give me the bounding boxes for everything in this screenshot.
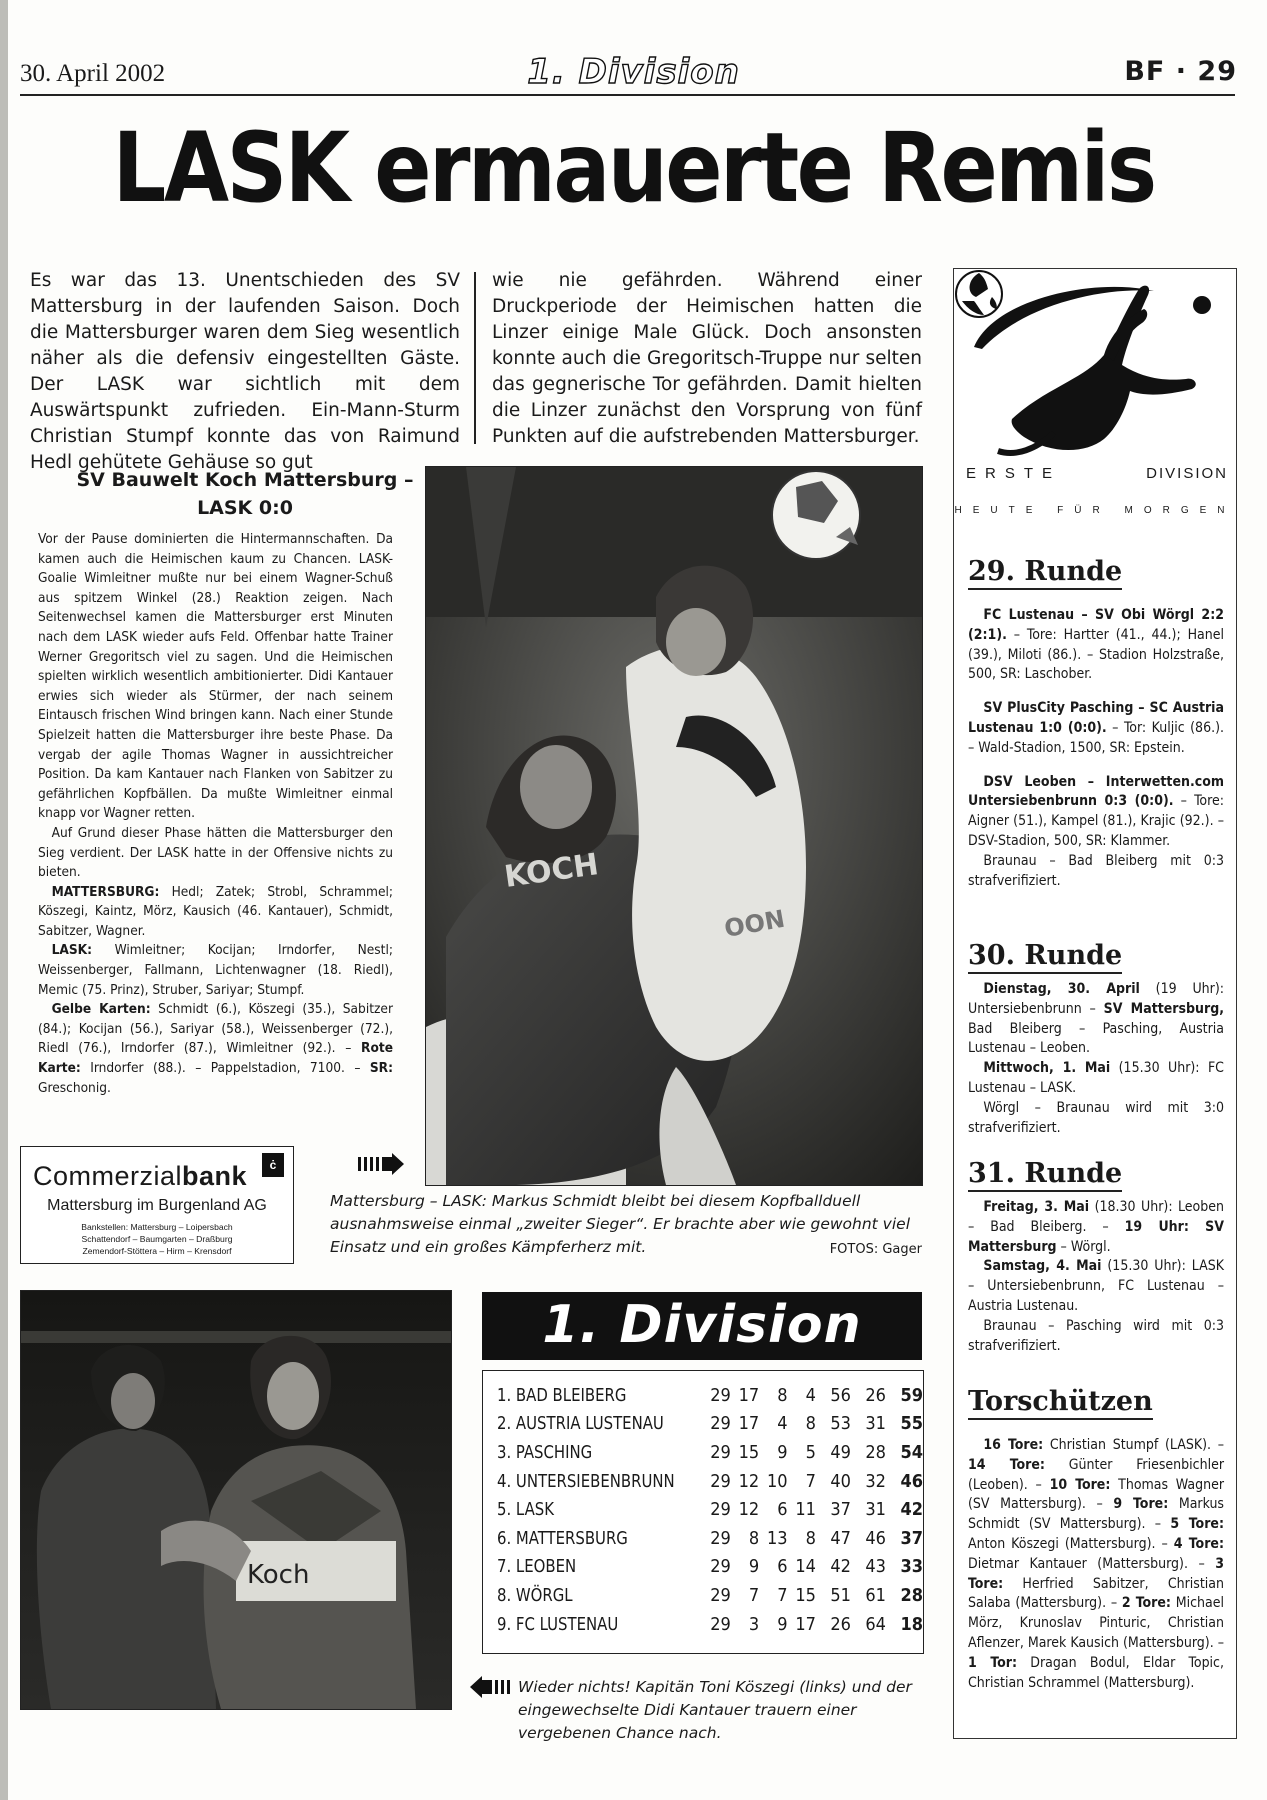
section-title: 1. Division [527,52,740,92]
erste-division-logo [953,268,1237,528]
table-cell-w: 12 [738,1499,760,1521]
result-item [968,773,1224,852]
table-row [497,1610,923,1639]
table-cell-l: 14 [795,1556,816,1578]
round-29 [968,556,1224,891]
match-title-line-2: LASK 0:0 [197,497,293,519]
table-cell-pts: 54 [900,1441,923,1463]
fixture-item [968,1257,1224,1316]
ad-bank-name-plain: Commerzial [33,1161,183,1191]
table-cell-ga: 28 [865,1441,886,1463]
fixture-item [968,980,1224,1059]
table-cell-d: 9 [777,1613,788,1635]
lead-column-1: Es war das 13. Unentschieden des SV Mattersburg in der laufenden Saison. Doch die Mattersburger waren dem Sieg wesentlich näher als die defensiv eingestellten Gäste. Der LASK war sichtlich mit dem Auswärtspunkt zufrieden. Ein-Mann-Sturm Christian Stumpf konnte das von Raimund Hedl gehütete Gehäuse so gut [30,270,460,473]
result-detail: – Tor: Kuljic (86.). – Wald-Stadion, 1500, SR: Epstein. [968,719,1224,756]
match-title-line-1: SV Bauwelt Koch Mattersburg – [76,469,414,491]
jersey-sponsor-text: Koch [247,1560,310,1590]
referee-label: SR: [369,1060,393,1077]
headline: LASK ermauerte Remis [112,112,1155,224]
red-card-label: Rote Karte: [38,1040,393,1077]
scorer-goals: 1 Tor: [968,1654,1018,1671]
table-cell-ga: 61 [865,1584,886,1606]
table-cell-gf: 49 [830,1441,851,1463]
table-cell-games: 29 [710,1556,731,1578]
table-cell-games: 29 [710,1470,731,1492]
report-paragraph: Vor der Pause dominierten die Hintermannschaften. Da kamen auch die Heimischen kaum zu Chancen. LASK-Goalie Wimleitner mußte nur bei einem Wagner-Schuß aus spitzem Winkel (28.) Reaktion zeigen. Nach Seitenwechsel kamen die Mattersburger erst Minuten nach dem LASK wieder aufs Feld. Offenbar hatte Trainer Werner Gregoritsch viel zu sagen. Und die Heimischen spielten wirklich wesentlich ambitionierter. Didi Kantauer erwies sich wieder als Stürmer, der nach seinem Eintausch frischen Wind bringen kann. Nach einer Stunde Spielzeit hatten die Mattersburger ihre beste Phase. Da vergab der agile Thomas Wagner in aussichtreicher Position. Da kam Kantauer nach Flanken von Sabitzer zu gefährlichen Kopfbällen. Da mußte Wimleitner einmal knapp vor Wagner retten. [38,531,393,822]
table-cell-d: 8 [777,1384,788,1406]
scorer-goals: 9 Tore: [1113,1496,1169,1513]
fixture-item: Braunau – Pasching wird mit 0:3 strafverifiziert. [968,1317,1224,1354]
top-scorers-title: Torschützen [968,1386,1153,1420]
table-row [497,1410,923,1439]
scorer-goals: 3 Tore: [968,1555,1224,1592]
table-cell-w: 15 [738,1441,760,1463]
round-30-title: 30. Runde [968,940,1122,974]
lineup-label: LASK: [51,942,93,959]
table-cell-l: 7 [805,1470,816,1492]
lineup-label: MATTERSBURG: [51,883,160,900]
ad-subtitle: Mattersburg im Burgenland AG [47,1197,267,1214]
table-cell-pts: 33 [900,1556,923,1578]
ad-bank-name-bold: bank [182,1161,248,1191]
table-cell-team: 4. UNTERSIEBENBRUNN [497,1470,675,1492]
table-cell-pts: 59 [900,1384,923,1406]
table-cell-pts: 18 [900,1613,923,1635]
yellow-cards-label: Gelbe Karten: [51,1001,151,1018]
logo-slogan: HEUTE FÜR MORGEN [954,505,1236,516]
arrow-right-icon [358,1153,404,1175]
fixture-date: Freitag, 3. Mai [983,1199,1090,1215]
lineup-lask [38,941,393,1000]
table-row [497,1524,923,1553]
header-duel-photo [425,466,923,1186]
football-icon [954,269,1004,319]
table-cell-pts: 42 [900,1499,923,1521]
table-cell-team: 8. WÖRGL [497,1584,573,1606]
round-29-title: 29. Runde [968,556,1122,590]
fixture-detail: (19 Uhr): Untersiebenbrunn – [968,981,1224,1017]
scorer-goals: 4 Tore: [1173,1535,1224,1552]
lineup-text: Wimleitner; Kocijan; Irndorfer, Nestl; Weissenberger, Fallmann, Lichtenwagner (18. Riedl), Memic (75. Prinz), Struber, Sariyar; Stumpf. [38,942,393,998]
round-30 [968,940,1224,1138]
table-cell-gf: 47 [830,1527,851,1549]
table-row [497,1438,923,1467]
result-headline: DSV Leoben – Interwetten.com Untersiebenbrunn 0:3 (0:0). [968,773,1224,810]
logo-word-division: DIVISION [1146,465,1228,482]
table-cell-w: 7 [748,1584,760,1606]
table-cell-d: 13 [766,1527,788,1549]
logo-word-erste: ERSTE [966,465,1062,482]
fixture-date: Mittwoch, 1. Mai [983,1060,1111,1077]
result-item [968,699,1224,758]
yellow-cards-text: Schmidt (6.), Köszegi (35.), Sabitzer (84.); Kocijan (56.), Sariyar (58.), Weissenberger (72.), Riedl (76.), Irndorfer (87.), Wimleitner (92.). – [38,1001,393,1057]
scorer-names: Thomas Wagner (SV Mattersburg). – [968,1476,1224,1513]
league-table-title: 1. Division [482,1292,922,1360]
table-cell-team: 7. LEOBEN [497,1556,577,1578]
ad-branches-line: Bankstellen: Mattersburg – Loipersbach [81,1222,233,1232]
table-cell-d: 6 [777,1499,788,1521]
scorer-goals: 5 Tore: [1170,1516,1224,1533]
table-cell-games: 29 [710,1613,731,1635]
table-cell-team: 3. PASCHING [497,1441,593,1463]
table-cell-l: 8 [805,1413,816,1435]
league-table [482,1370,924,1654]
fixture-item [968,1198,1224,1257]
photo-caption-1 [330,1190,922,1261]
table-cell-gf: 42 [830,1556,851,1578]
table-cell-gf: 53 [830,1413,851,1435]
players-dejected-photo [20,1290,452,1710]
scorer-names: Michael Mörz, Krunoslav Pinturic, Christian Aflenzer, Marek Kausich (Mattersburg). – [968,1595,1224,1651]
scorer-names: Markus Schmidt (SV Mattersburg). – [968,1496,1224,1533]
table-row [497,1553,923,1582]
table-cell-gf: 56 [830,1384,851,1406]
table-cell-gf: 37 [830,1499,851,1521]
table-row [497,1581,923,1610]
table-cell-team: 9. FC LUSTENAU [497,1613,619,1635]
table-cell-games: 29 [710,1384,731,1406]
top-scorers [968,1386,1224,1693]
table-cell-gf: 26 [830,1613,851,1635]
fixture-item [968,1059,1224,1099]
result-item: Braunau – Bad Bleiberg mit 0:3 strafverifiziert. [968,852,1224,889]
page-edge-shadow [0,0,8,1800]
result-detail: – Tore: Aigner (51.), Kampel (81.), Krajic (92.). – DSV-Stadion, 500, SR: Klammer. [968,793,1224,849]
table-cell-team: 6. MATTERSBURG [497,1527,628,1549]
table-cell-w: 12 [738,1470,760,1492]
table-cell-ga: 31 [865,1499,886,1521]
scorers-text [968,1436,1224,1693]
table-cell-pts: 28 [900,1584,923,1606]
table-cell-pts: 55 [900,1413,923,1435]
fixture-highlight: 19 Uhr: SV Mattersburg [968,1218,1225,1255]
referee-text: Greschonig. [38,1079,111,1096]
fixture-highlight: SV Mattersburg, [1103,1000,1224,1017]
round-31 [968,1158,1224,1356]
lead-column-2: wie nie gefährden. Während einer Druckperiode der Heimischen hatten die Linzer einige Male Glück. Doch ansonsten konnte auch die Gregoritsch-Truppe nur selten das gegnerische Tor gefährden. Damit hielten die Linzer zunächst den Vorsprung von fünf Punkten auf die aufstrebenden Mattersburger. [492,270,922,447]
report-paragraph: Auf Grund dieser Phase hätten die Mattersburger den Sieg verdient. Der LASK hatte in der Offensive nichts zu bieten. [38,824,393,881]
header-rule [20,94,1235,96]
table-cell-d: 4 [777,1413,788,1435]
table-cell-games: 29 [710,1584,731,1606]
result-detail: – Tore: Hartter (41., 44.); Hanel (39.), Miloti (86.). – Stadion Holzstraße, 500, SR: Laschober. [968,626,1224,683]
ad-branches [21,1221,293,1257]
photo-caption-2: Wieder nichts! Kapitän Toni Köszegi (links) und der eingewechselte Didi Kantauer trauern einer vergebenen Chance nach. [518,1678,912,1742]
table-cell-w: 3 [748,1613,760,1635]
issue-date: 30. April 2002 [20,60,166,87]
table-cell-d: 9 [777,1441,788,1463]
scorer-names: Christian Stumpf (LASK). – [1043,1437,1224,1453]
table-cell-team: 1. BAD BLEIBERG [497,1384,627,1406]
lineup-mattersburg [38,883,393,942]
table-cell-team: 5. LASK [497,1499,555,1521]
table-cell-ga: 46 [865,1527,886,1549]
jersey-sponsor-text: KOCH [502,847,601,895]
results-sidebar [953,526,1237,1739]
table-cell-ga: 31 [865,1413,886,1435]
fixture-detail: – Wörgl. [1056,1238,1111,1255]
scorer-goals: 16 Tore: [983,1437,1044,1453]
scorer-goals: 14 Tore: [968,1456,1045,1473]
table-cell-w: 17 [738,1384,760,1406]
table-cell-ga: 32 [865,1470,886,1492]
scorer-names: Günter Friesenbichler (Leoben). – [968,1456,1224,1493]
scorer-names: Herfried Sabitzer, Christian Salaba (Mattersburg). – [968,1575,1224,1612]
round-29-results [968,606,1224,891]
table-cell-ga: 26 [865,1384,886,1406]
result-headline: SV PlusCity Pasching – SC Austria Lustenau 1:0 (0:0). [968,700,1224,736]
lineup-text: Hedl; Zatek; Strobl, Schrammel; Köszegi, Kaintz, Mörz, Kausich (46. Kantauer), Schmidt, Sabitzer, Wagner. [38,883,393,939]
table-row [497,1467,923,1496]
red-card-text: Irndorfer (88.). – Pappelstadion, 7100. – [90,1060,361,1077]
table-cell-w: 17 [738,1413,760,1435]
caption-text: Mattersburg – LASK: Markus Schmidt bleibt bei diesem Kopfballduell ausnahmsweise einmal „zweiter Sieger“. Er brachte aber wie gewohnt viel Einsatz und ein großes Kämpferherz mit. [330,1192,911,1256]
scorer-names: Dietmar Kantauer (Mattersburg). – [968,1555,1216,1572]
table-cell-games: 29 [710,1441,731,1463]
bank-logo-icon: ċ [262,1153,284,1177]
table-cell-ga: 43 [865,1556,886,1578]
scorer-names: Dragan Bodul, Eldar Topic, Christian Schrammel (Mattersburg). [968,1654,1224,1691]
fixture-date: Dienstag, 30. April [983,981,1140,997]
jersey-sponsor-text: OON [722,904,788,943]
table-cell-l: 11 [795,1499,816,1521]
table-cell-team: 2. AUSTRIA LUSTENAU [497,1413,664,1435]
table-cell-games: 29 [710,1499,731,1521]
ad-bank-name [33,1161,247,1192]
page-number: BF · 29 [1124,56,1237,87]
fixture-detail: (18.30 Uhr): Leoben – Bad Bleiberg. – [968,1199,1224,1235]
table-cell-d: 6 [777,1556,788,1578]
fixture-detail: (15.30 Uhr): FC Lustenau – LASK. [968,1060,1224,1096]
table-cell-games: 29 [710,1413,731,1435]
table-cell-pts: 37 [900,1527,923,1549]
column-rule [474,272,476,444]
table-cell-d: 7 [777,1584,788,1606]
ad-branches-line: Zemendorf-Stöttera – Hirm – Krensdorf [82,1246,232,1256]
fixture-item: Wörgl – Braunau wird mit 3:0 strafverifiziert. [968,1099,1224,1136]
arrow-left-icon [470,1676,514,1698]
scorer-names: Anton Köszegi (Mattersburg). – [968,1535,1174,1552]
commerzialbank-ad [20,1146,294,1264]
round-31-fixtures [968,1198,1224,1356]
table-cell-pts: 46 [900,1470,923,1492]
table-cell-w: 9 [748,1556,760,1578]
table-cell-gf: 51 [830,1584,851,1606]
table-row [497,1495,923,1524]
fixture-detail: (15.30 Uhr): LASK – Untersiebenbrunn, FC Lustenau – Austria Lustenau. [968,1258,1224,1314]
fixture-date: Samstag, 4. Mai [983,1258,1102,1275]
scorer-goals: 2 Tore: [1121,1595,1171,1612]
table-cell-l: 17 [795,1613,816,1635]
photo-credit: FOTOS: Gager [829,1242,922,1257]
table-cell-l: 8 [805,1527,816,1549]
table-cell-w: 8 [748,1527,760,1549]
table-row [497,1381,923,1410]
scorer-goals: 10 Tore: [1049,1476,1111,1493]
table-cell-l: 4 [805,1384,816,1406]
match-report [38,530,393,1098]
round-30-fixtures [968,980,1224,1138]
table-cell-ga: 64 [865,1613,886,1635]
table-cell-d: 10 [766,1470,788,1492]
fixture-detail: Bad Bleiberg – Pasching, Austria Lustenau – Leoben. [968,1020,1224,1057]
table-cell-games: 29 [710,1527,731,1549]
table-cell-l: 5 [805,1441,816,1463]
ad-branches-line: Schattendorf – Baumgarten – Draßburg [81,1234,233,1244]
table-cell-l: 15 [795,1584,816,1606]
result-headline: FC Lustenau – SV Obi Wörgl 2:2 (2:1). [968,607,1224,643]
table-cell-gf: 40 [830,1470,851,1492]
match-title [30,466,460,522]
round-31-title: 31. Runde [968,1158,1122,1192]
top-scorers-list [968,1436,1224,1693]
yellow-cards [38,1000,393,1098]
result-item [968,606,1224,685]
